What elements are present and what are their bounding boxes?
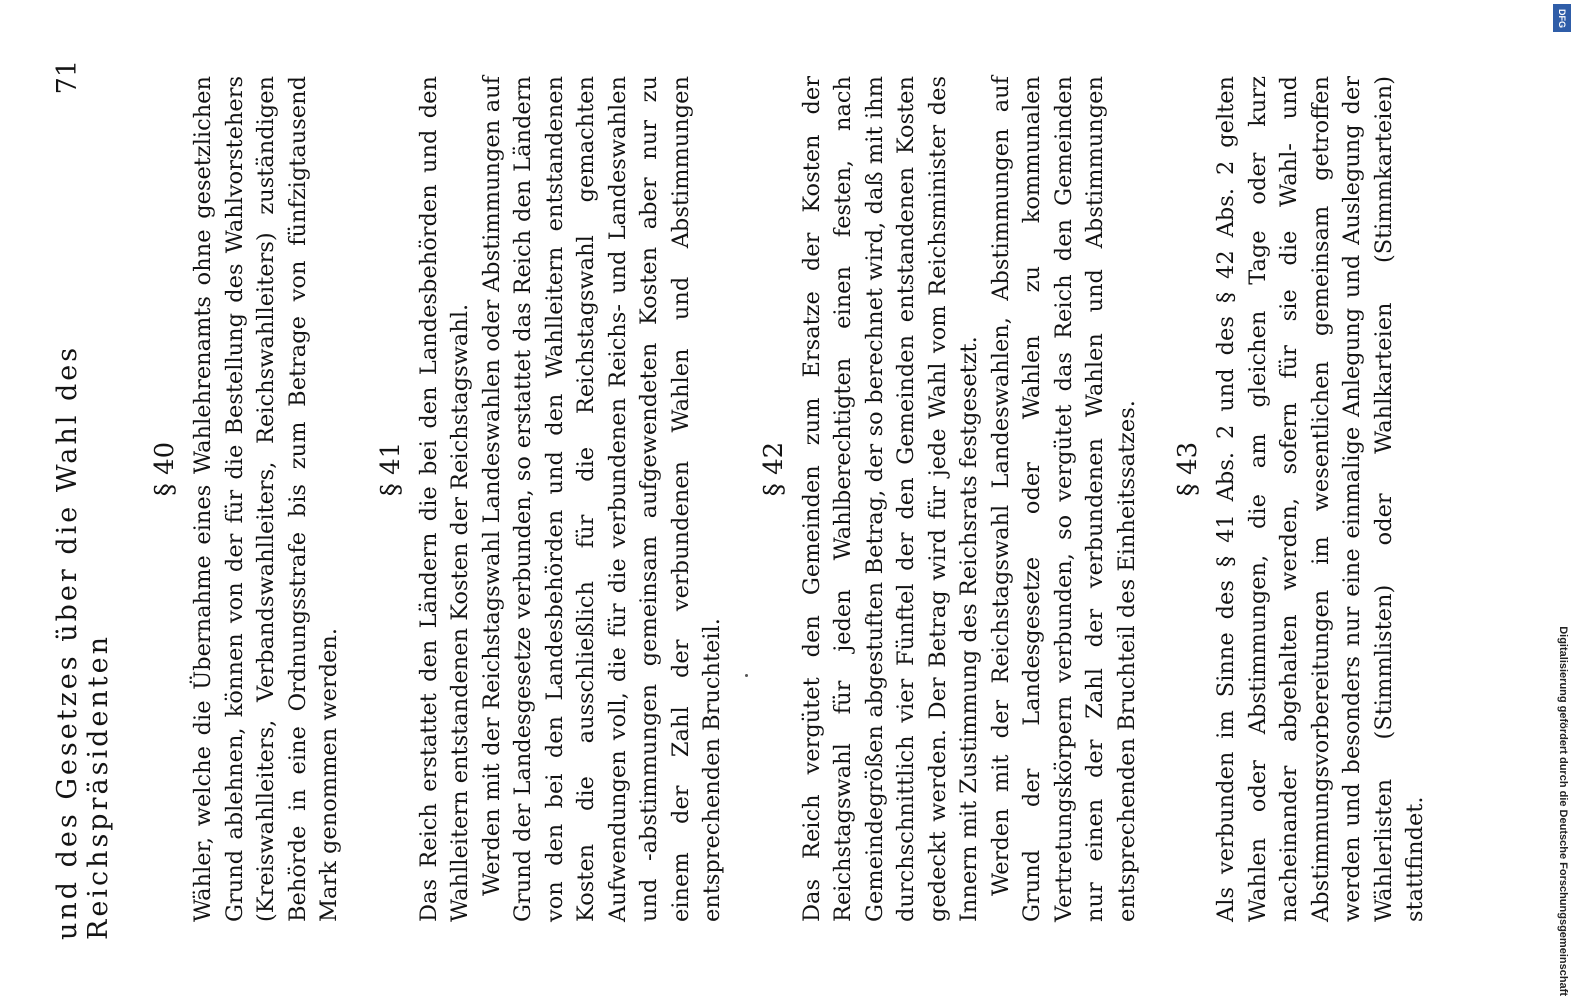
section-paragraph: Wähler, welche die Übernahme eines Wahlehrenamts ohne gesetzlichen Grund ablehnen, können von der für die Bestellung des Wahlvorstehers (Kreiswahlleiters, Verbandswahlleiters, Reichswahlleiters) zuständigen Behörde in eine Ordnungsstrafe bis zum Betrage von fünfzigtausend Mark genommen werden. <box>190 76 342 922</box>
running-header-title: und des Gesetzes über die Wahl des Reichspräsidenten <box>52 344 114 940</box>
section-heading: § 41 <box>375 441 406 497</box>
page-body <box>150 76 1462 922</box>
credit-text: Digitalisierung gefördert durch die Deutsche Forschungsgemeinschaft <box>1557 626 1569 996</box>
section-42 <box>759 76 1144 922</box>
section-41 <box>376 76 729 922</box>
digitization-credit <box>1550 0 1576 1000</box>
section-heading: § 42 <box>758 441 789 497</box>
section-40 <box>150 76 346 922</box>
section-paragraph: Als verbunden im Sinne des § 41 Abs. 2 und des § 42 Abs. 2 gelten Wahlen oder Abstimmungen, die am gleichen Tage oder kurz nacheinander abgehalten werden, sofern für sie die Wahl- und Abstimmungsvorbereitungen im wesentlichen gemeinsam getroffen werden und besonders nur eine einmalige Anlegung und Auslegung der Wählerlisten (Stimmlisten) oder Wahlkarteien (Stimmkarteien) stattfindet. <box>1213 76 1428 922</box>
scan-speck <box>745 674 748 677</box>
section-heading: § 40 <box>150 441 180 497</box>
dfg-logo: DFG <box>1553 4 1571 32</box>
section-paragraph: Werden mit der Reichstagswahl Landeswahlen oder Abstimmungen auf Grund der Landesgesetze verbunden, so erstattet das Reich den Ländern von den bei den Landesbehörden und den Wahlleitern entstandenen Kosten die ausschließlich für die Reichstagswahl gemachten Aufwendungen voll, die für die verbundenen Reichs- und Landeswahlen und -abstimmungen gemeinsam aufgewendeten Kosten aber nur zu einem der Zahl der verbundenen Wahlen und Abstimmungen entsprechenden Bruchteil. <box>478 76 725 922</box>
section-paragraph: Das Reich vergütet den Gemeinden zum Ersatze der Kosten der Reichstagswahl für jeden Wahlberechtigten einen festen, nach Gemeindegrößen abgestuften Betrag, der so berechnet wird, daß mit ihm durchschnittlich vier Fünftel der den Gemeinden entstandenen Kosten gedeckt werden. Der Betrag wird für jede Wahl vom Reichsminister des Innern mit Zustimmung des Reichsrats festgesetzt. <box>798 76 982 922</box>
section-43 <box>1173 76 1432 922</box>
page-number: 71 <box>52 60 83 95</box>
section-paragraph: Das Reich erstattet den Ländern die bei den Landesbehörden und den Wahlleitern entstandenen Kosten der Reichstagswahl. <box>415 76 473 922</box>
section-paragraph: Werden mit der Reichstagswahl Landeswahlen, Abstimmungen auf Grund der Landesgesetze oder Wahlen zu kommunalen Vertretungskörpern verbunden, so vergütet das Reich den Gemeinden nur einen der Zahl der verbundenen Wahlen und Abstimmungen entsprechenden Bruchteil des Einheitssatzes. <box>987 76 1140 922</box>
section-heading: § 43 <box>1173 441 1203 497</box>
running-header <box>52 60 114 940</box>
